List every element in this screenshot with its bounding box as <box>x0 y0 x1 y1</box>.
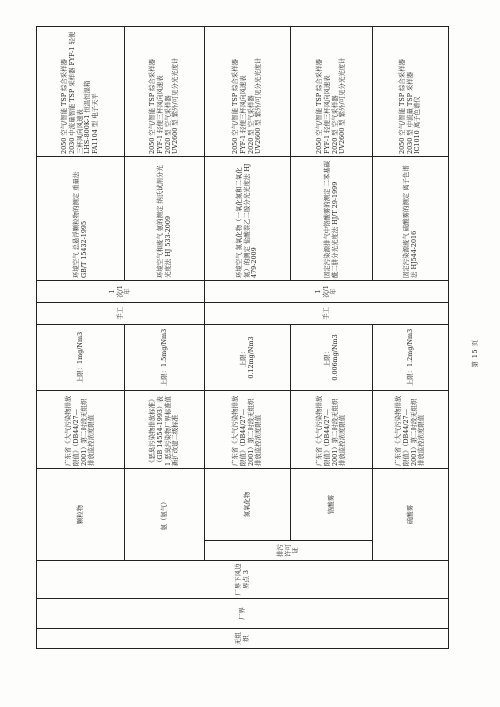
method-cell: 固定污染源排气中铬酸雾的测定 二苯基碳酰二肼分光光度法 HJ/T 29-1999 <box>291 156 373 280</box>
limit-cell: 上限：0.006mg/Nm3 <box>291 324 373 390</box>
limit-cell: 上限：1.5mg/Nm3 <box>125 324 205 390</box>
limit-cell: 上限：0.12mg/Nm3 <box>205 324 291 390</box>
instrument-text: 2050 空气/智能 TSP 综合采样器 FYF-1 轻便三杯风向风速表 2020 型 空气采样器 UV2600 型 紫外/可见分光光度计 <box>230 57 263 154</box>
frequency-cell: 1 次/1 年 <box>205 280 449 302</box>
manual-cell: 手工 <box>205 302 449 324</box>
instrument-text: 2050 空气/智能 TSP 综合采样器 FYF-1 轻便三杯风向风速表 2020 型 空气采样器 UV2600 型 紫外/可见分光光度计 <box>314 57 347 154</box>
table-row <box>373 26 449 648</box>
table-row <box>37 26 125 648</box>
factor-cell: 氮氧化物 <box>205 468 291 540</box>
manual-cell: 手工 <box>37 302 205 324</box>
instrument-text: 2050 空气/智能 TSP 综合采样器 FYF-1 轻便三杯风向风速表 2020 型 空气采样器 UV2600 型 紫外/可见分光光度计 <box>147 57 180 154</box>
location-cell: 厂界 <box>37 599 449 629</box>
instrument-text: 2050 空气/智能 TSP 综合采样器 2030 中流量智能 TSP 采样器 FYF-1 轻便三杯风向风速表 LHS-800K-1 恒温恒湿箱 FA1104 型 电子天平 <box>59 31 100 154</box>
limit-cell: 上限：1.2mg/Nm3 <box>373 324 449 390</box>
standard-cell: 广东省《大气污染物排放限值》（DB44/27—2001）第二时段无组织排放监控浓度限值 <box>37 390 125 468</box>
table-row <box>205 26 291 648</box>
method-cell: 环境空气 氮氧化物（一氧化氮和二氧化氮）的测定 盐酸萘乙二胺分光光度法 HJ 479-2009 <box>205 156 291 280</box>
factor-cell: 硫酸雾 <box>373 468 449 560</box>
method-cell: 环境空气 总悬浮颗粒物的测定 重量法 GB/T 15432-1995 <box>37 156 125 280</box>
table-row <box>125 26 205 648</box>
standard-cell: 《恶臭污染物排放标准》（GB 14554-1993）表 1 恶臭污染物厂界标准值新扩改建二级标准 <box>125 390 205 468</box>
monitoring-point-cell: 厂界下风边界点 3 <box>37 561 449 599</box>
page-number: 第 15 页 <box>471 339 479 368</box>
instrument-cell <box>291 26 373 156</box>
factor-cell: 颗粒物 <box>37 468 125 560</box>
monitoring-table <box>36 26 449 649</box>
instrument-cell <box>373 26 449 156</box>
instrument-cell <box>205 26 291 156</box>
method-cell: 环境空气和废气 氨的测定 纳氏试剂分光光度法 HJ 533-2009 <box>125 156 205 280</box>
method-cell: 固定污染源废气 硫酸雾的测定 离子色谱法 HJ544-2016 <box>373 156 449 280</box>
standard-cell: 广东省《大气污染物排放限值》（DB44/27—2001）第二时段无组织排放监控浓度限值 <box>291 390 373 468</box>
permit-note-cell: 排污许可证 <box>205 541 373 561</box>
factor-cell: 铬酸雾 <box>291 468 373 540</box>
limit-cell: 上限：1mg/Nm3 <box>37 324 125 390</box>
instrument-text: 2050 空气/智能 TSP 综合采样器 2030 型 中流量 TSP 采样器 IC1010 离子色谱仪 <box>397 59 422 154</box>
instrument-cell <box>125 26 205 156</box>
standard-cell: 广东省《大气污染物排放限值》（DB44/27—2001）第二时段无组织排放监控浓度限值 <box>373 390 449 468</box>
standard-cell: 广东省《大气污染物排放限值》（DB44/27—2001）第二时段无组织排放监控浓度限值 <box>205 390 291 468</box>
factor-cell: 氨（氨气） <box>125 468 205 560</box>
pollution-type-cell: 无组织 <box>37 629 449 649</box>
frequency-cell: 1 次/1 年 <box>37 280 205 302</box>
instrument-cell <box>37 26 125 156</box>
